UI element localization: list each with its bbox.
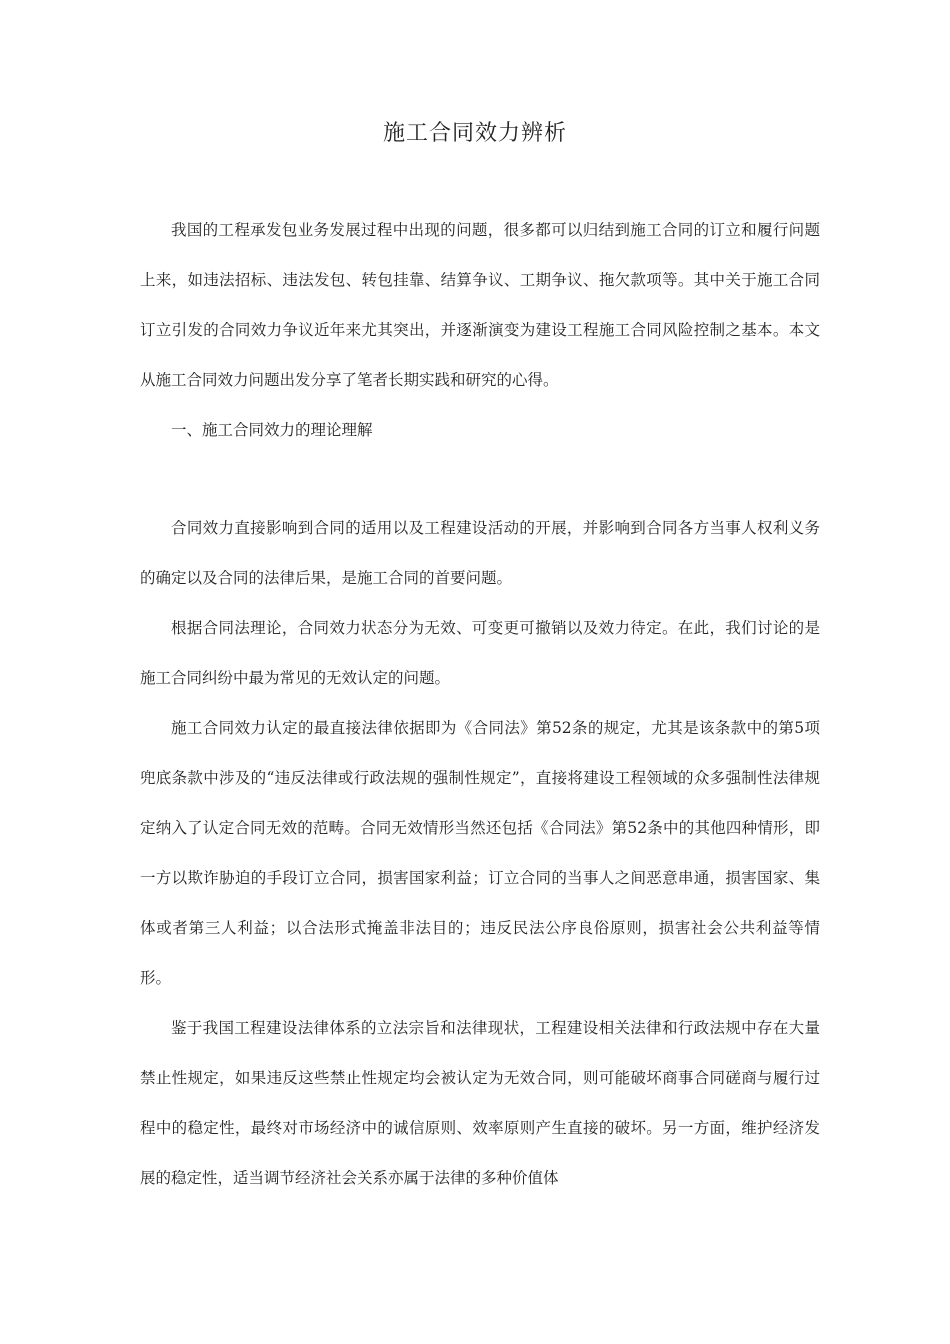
paragraph-legislative-purpose: 鉴于我国工程建设法律体系的立法宗旨和法律现状，工程建设相关法律和行政法规中存在大量禁止性规定，如果违反这些禁止性规定均会被认定为无效合同，则可能破坏商事合同磋商与履行过程中的稳定性，最终对市场经济中的诚信原则、效率原则产生直接的破坏。另一方面，维护经济发展的稳定性，适当调节经济社会关系亦属于法律的多种价值体 [140, 1019, 820, 1187]
paragraph-contract-theory: 根据合同法理论，合同效力状态分为无效、可变更可撤销以及效力待定。在此，我们讨论的是施工合同纠纷中最为常见的无效认定的问题。 [140, 619, 820, 687]
paragraph-legal-basis: 施工合同效力认定的最直接法律依据即为《合同法》第52条的规定，尤其是该条款中的第5项兜底条款中涉及的“违反法律或行政法规的强制性规定”，直接将建设工程领域的众多强制性法律规定纳入了认定合同无效的范畴。合同无效情形当然还包括《合同法》第52条中的其他四种情形，即一方以欺诈胁迫的手段订立合同，损害国家利益；订立合同的当事人之间恶意串通，损害国家、集体或者第三人利益；以合法形式掩盖非法目的；违反民法公序良俗原则，损害社会公共利益等情形。 [140, 719, 820, 987]
document-title: 施工合同效力辨析 [382, 121, 567, 146]
paragraph-contract-effect: 合同效力直接影响到合同的适用以及工程建设活动的开展，并影响到合同各方当事人权利义务的确定以及合同的法律后果，是施工合同的首要问题。 [140, 519, 820, 587]
paragraph-intro: 我国的工程承发包业务发展过程中出现的问题，很多都可以归结到施工合同的订立和履行问题上来，如违法招标、违法发包、转包挂靠、结算争议、工期争议、拖欠款项等。其中关于施工合同订立引发的合同效力争议近年来尤其突出，并逐渐演变为建设工程施工合同风险控制之基本。本文从施工合同效力问题出发分享了笔者长期实践和研究的心得。 [140, 221, 820, 389]
section-heading-1: 一、施工合同效力的理论理解 [171, 421, 373, 439]
